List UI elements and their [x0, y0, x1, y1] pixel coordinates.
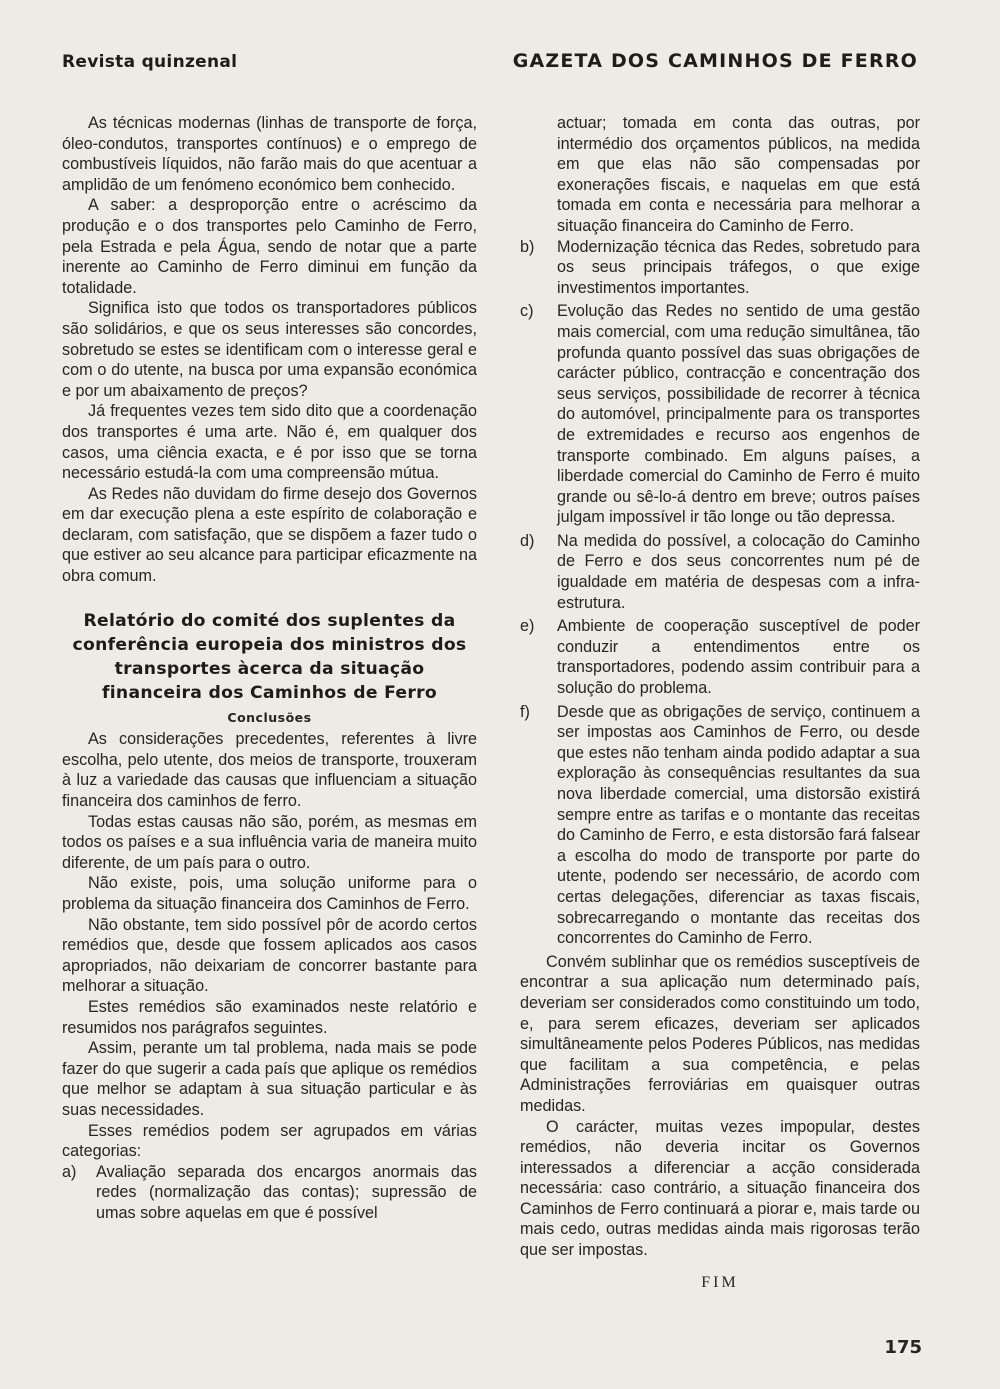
list-marker: f) [520, 702, 530, 721]
body-paragraph: Não obstante, tem sido possível pôr de acordo certos remédios que, desde que fossem aplicados aos casos apropriados, não deixariam de concorrer bastante para melhorar a situação. [62, 915, 477, 996]
list-item [520, 301, 920, 528]
list-item [520, 702, 920, 949]
list-item-text: Avaliação separada dos encargos anormais das redes (normalização das contas); supressão de umas sobre aquelas em que é possível [96, 1162, 477, 1222]
list-item-text: Na medida do possível, a colocação do Caminho de Ferro e dos seus concorrentes num pé de igualdade em matéria de despesas com a infra-estrutura. [557, 531, 920, 612]
body-paragraph: As Redes não duvidam do firme desejo dos Governos em dar execução plena a este espírito de colaboração e declaram, com satisfação, que se dispõem a fazer tudo o que estiver ao seu alcance para participar eficazmente na obra comum. [62, 484, 477, 586]
running-header-right: GAZETA DOS CAMINHOS DE FERRO [512, 50, 918, 72]
body-paragraph: O carácter, muitas vezes impopular, destes remédios, não deveria incitar os Governos interessados a diferenciar a acção considerada necessária: caso contrário, a situação financeira dos Caminhos de Ferro continuará a piorar e, mais tarde ou mais cedo, outras medidas ainda mais rigorosas terão que ser impostas. [520, 1117, 920, 1260]
left-column [62, 113, 477, 1224]
right-column [520, 113, 920, 1293]
list-marker: e) [520, 617, 535, 636]
list-item-text: Desde que as obrigações de serviço, continuem a ser impostas aos Caminhos de Ferro, ou desde que estes não tenham ainda podido adaptar a sua exploração às consequências resultantes da sua nova liberdade comercial, uma distorsão existirá sempre entre as tarifas e o montante das receitas do Caminho de Ferro, e esta distorsão fará falsear a escolha do modo de transporte por parte do utente, podendo ser necessário, de acordo com certas delegações, diferenciar as taxas fiscais, sobrecarregando o montante das receitas dos concorrentes do Caminho de Ferro. [557, 702, 920, 948]
page-number: 175 [884, 1337, 922, 1358]
list-item [520, 531, 920, 613]
list-item-text: Modernização técnica das Redes, sobretudo para os seus principais tráfegos, o que exige investimentos importantes. [557, 237, 920, 297]
body-paragraph: As considerações precedentes, referentes à livre escolha, pelo utente, dos meios de transporte, trouxeram à luz a variedade das causas que influenciam a situação financeira dos caminhos de ferro. [62, 730, 477, 811]
list-item [62, 1162, 477, 1224]
list-marker: d) [520, 531, 535, 550]
body-paragraph: Significa isto que todos os transportadores públicos são solidários, e que os seus interesses são concordes, sobretudo se estes se identificam com o interesse geral e com o do utente, na busca por uma expansão económica e por um abaixamento de preços? [62, 299, 477, 400]
section-subheading: Conclusões [227, 709, 312, 725]
body-paragraph: As técnicas modernas (linhas de transporte de força, óleo-condutos, transportes contínuos) e o emprego de combustíveis líquidos, não farão mais do que acentuar a amplidão de um fenómeno económico bem conhecido. [62, 114, 477, 194]
body-paragraph: Já frequentes vezes tem sido dito que a coordenação dos transportes é uma arte. Não é, em qualquer dos casos, uma ciência exacta, e é por isso que se torna necessário estudá-la com uma compreensão mútua. [62, 402, 477, 483]
list-item-text: Ambiente de cooperação susceptível de poder conduzir a entendimentos entre os transportadores, podendo assim contribuir para a solução do problema. [557, 617, 920, 698]
list-marker: a) [62, 1162, 77, 1181]
body-paragraph: Convém sublinhar que os remédios susceptíveis de encontrar a sua aplicação num determinado país, deveriam ser considerados como constituindo um todo, e, para serem eficazes, deveriam ser aplicados simultâneamente pelos Poderes Públicos, nas medidas que facilitam a sua competência, e pelas Administrações ferroviárias em quaisquer outras medidas. [520, 952, 920, 1115]
body-paragraph: Todas estas causas não são, porém, as mesmas em todos os países e a sua influência varia de maneira muito diferente, de um país para o outro. [62, 812, 477, 872]
body-paragraph: A saber: a desproporção entre o acréscimo da produção e o dos transportes pelo Caminho de Ferro, pela Estrada e pela Água, sendo de notar que a parte inerente ao Caminho de Ferro diminui em função da totalidade. [62, 196, 477, 297]
end-mark: FIM [701, 1273, 739, 1291]
body-paragraph: Não existe, pois, uma solução uniforme para o problema da situação financeira dos Caminhos de Ferro. [62, 874, 477, 913]
section-heading: Relatório do comité dos suplentes da conferência europeia dos ministros dos transportes àcerca da situação financeira dos Caminhos de Ferro [72, 610, 467, 703]
list-item [520, 616, 920, 698]
list-item-continuation: actuar; tomada em conta das outras, por intermédio dos orçamentos públicos, na medida em que elas não são compensadas por exonerações fiscais, e naquelas em que está tomada em conta e necessária para melhorar a situação financeira do Caminho de Ferro. [557, 114, 920, 235]
body-paragraph: Esses remédios podem ser agrupados em várias categorias: [62, 1121, 477, 1161]
body-paragraph: Estes remédios são examinados neste relatório e resumidos nos parágrafos seguintes. [62, 997, 477, 1037]
body-paragraph: Assim, perante um tal problema, nada mais se pode fazer do que sugerir a cada país que aplique os remédios que melhor se adaptam à sua situação particular e às suas necessidades. [62, 1039, 477, 1119]
list-marker: b) [520, 237, 535, 256]
running-header-left: Revista quinzenal [62, 52, 238, 72]
list-item-text: Evolução das Redes no sentido de uma gestão mais comercial, com uma redução simultânea, tão profunda quanto possível das suas obrigações de carácter público, contracção e concentração dos seus serviços, possibilidade de recorrer à técnica do automóvel, principalmente para os transportes de extremidades e recurso aos engenhos de transporte combinado. Em alguns países, a liberdade comercial do Caminho de Ferro é muito grande ou sê-lo-á dentro em breve; outros países julgam impossível ir tão longe ou tão depressa. [557, 302, 920, 527]
list-item [520, 237, 920, 299]
list-marker: c) [520, 302, 534, 321]
